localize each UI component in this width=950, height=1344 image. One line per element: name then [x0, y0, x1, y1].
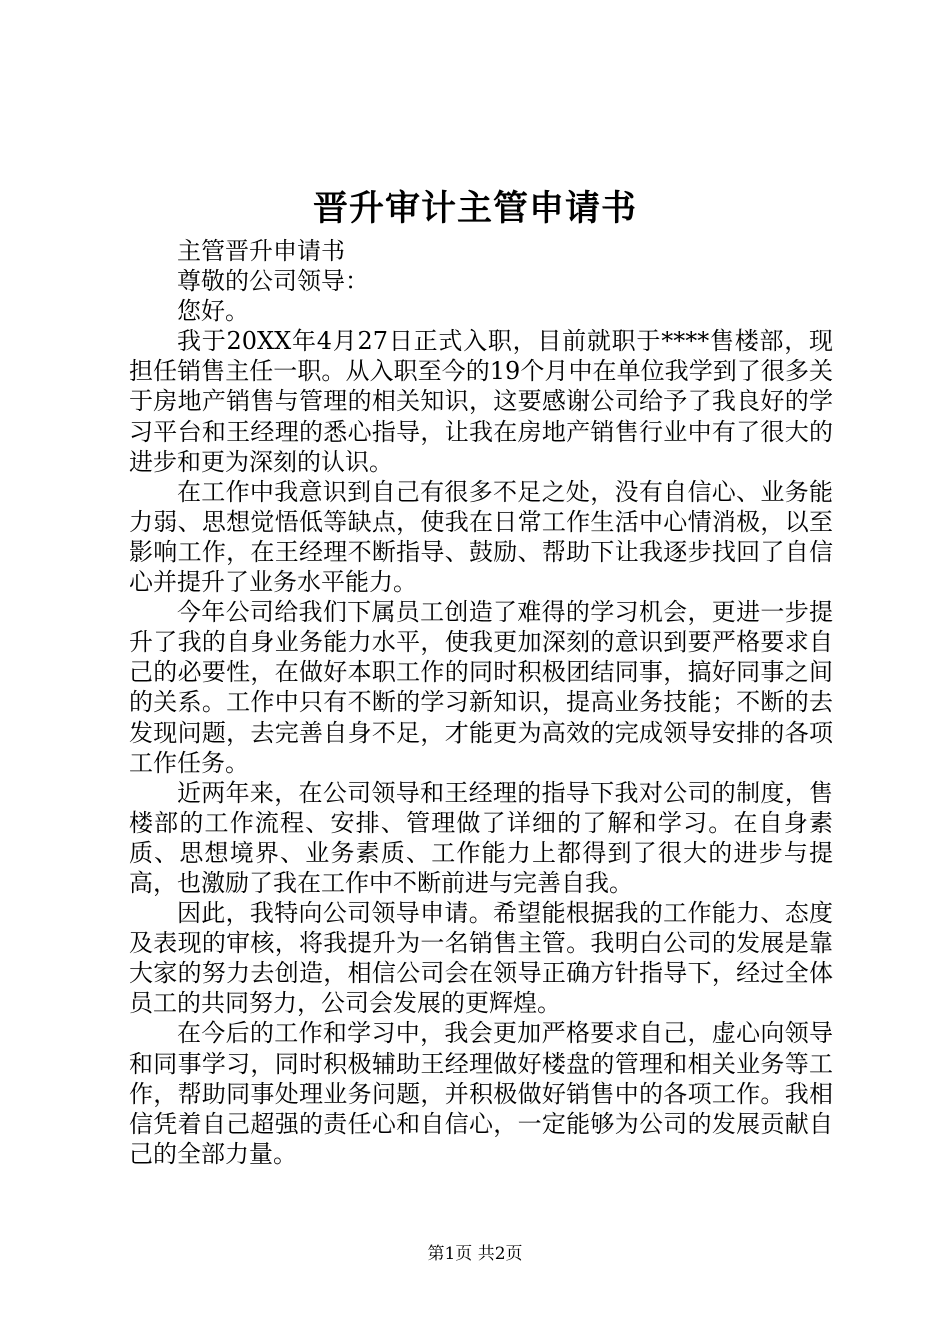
paragraph-body: 近两年来，在公司领导和王经理的指导下我对公司的制度，售楼部的工作流程、安排、管理做了详细的了解和学习。在自身素质、思想境界、业务素质、工作能力上都得到了很大的进步与提高，也激励了我在工作中不断前进与完善自我。	[129, 778, 833, 897]
page-number-footer: 第1页 共2页	[427, 1244, 523, 1264]
paragraph-body: 我于20XX年4月27日正式入职，目前就职于****售楼部，现担任销售主任一职。从入职至今的19个月中在单位我学到了很多关于房地产销售与管理的相关知识，这要感谢公司给予了我良好的学习平台和王经理的悉心指导，让我在房地产销售行业中有了很大的进步和更为深刻的认识。	[129, 327, 833, 476]
document-body	[129, 236, 833, 1169]
paragraph-heading: 主管晋升申请书	[177, 237, 345, 265]
paragraph-body: 在今后的工作和学习中，我会更加严格要求自己，虚心向领导和同事学习，同时积极辅助王经理做好楼盘的管理和相关业务等工作，帮助同事处理业务问题，并积极做好销售中的各项工作。我相信凭着自己超强的责任心和自信心，一定能够为公司的发展贡献自己的全部力量。	[129, 1019, 833, 1168]
paragraph-body: 在工作中我意识到自己有很多不足之处，没有自信心、业务能力弱、思想觉悟低等缺点，使我在日常工作生活中心情消极，以至影响工作，在王经理不断指导、鼓励、帮助下让我逐步找回了自信心并提升了业务水平能力。	[129, 477, 833, 597]
paragraph-salutation: 尊敬的公司领导：	[177, 267, 369, 296]
paragraph-body: 今年公司给我们下属员工创造了难得的学习机会，更进一步提升了我的自身业务能力水平，使我更加深刻的意识到要严格要求自己的必要性，在做好本职工作的同时积极团结同事，搞好同事之间的关系。工作中只有不断的学习新知识，提高业务技能；不断的去发现问题，去完善自身不足，才能更为高效的完成领导安排的各项工作任务。	[129, 598, 833, 777]
paragraph-greeting: 您好。	[177, 297, 249, 326]
paragraph-body: 因此，我特向公司领导申请。希望能根据我的工作能力、态度及表现的审核，将我提升为一名销售主管。我明白公司的发展是靠大家的努力去创造，相信公司会在领导正确方针指导下，经过全体员工的共同努力，公司会发展的更辉煌。	[129, 899, 833, 1018]
document-title: 晋升审计主管申请书	[312, 188, 637, 229]
